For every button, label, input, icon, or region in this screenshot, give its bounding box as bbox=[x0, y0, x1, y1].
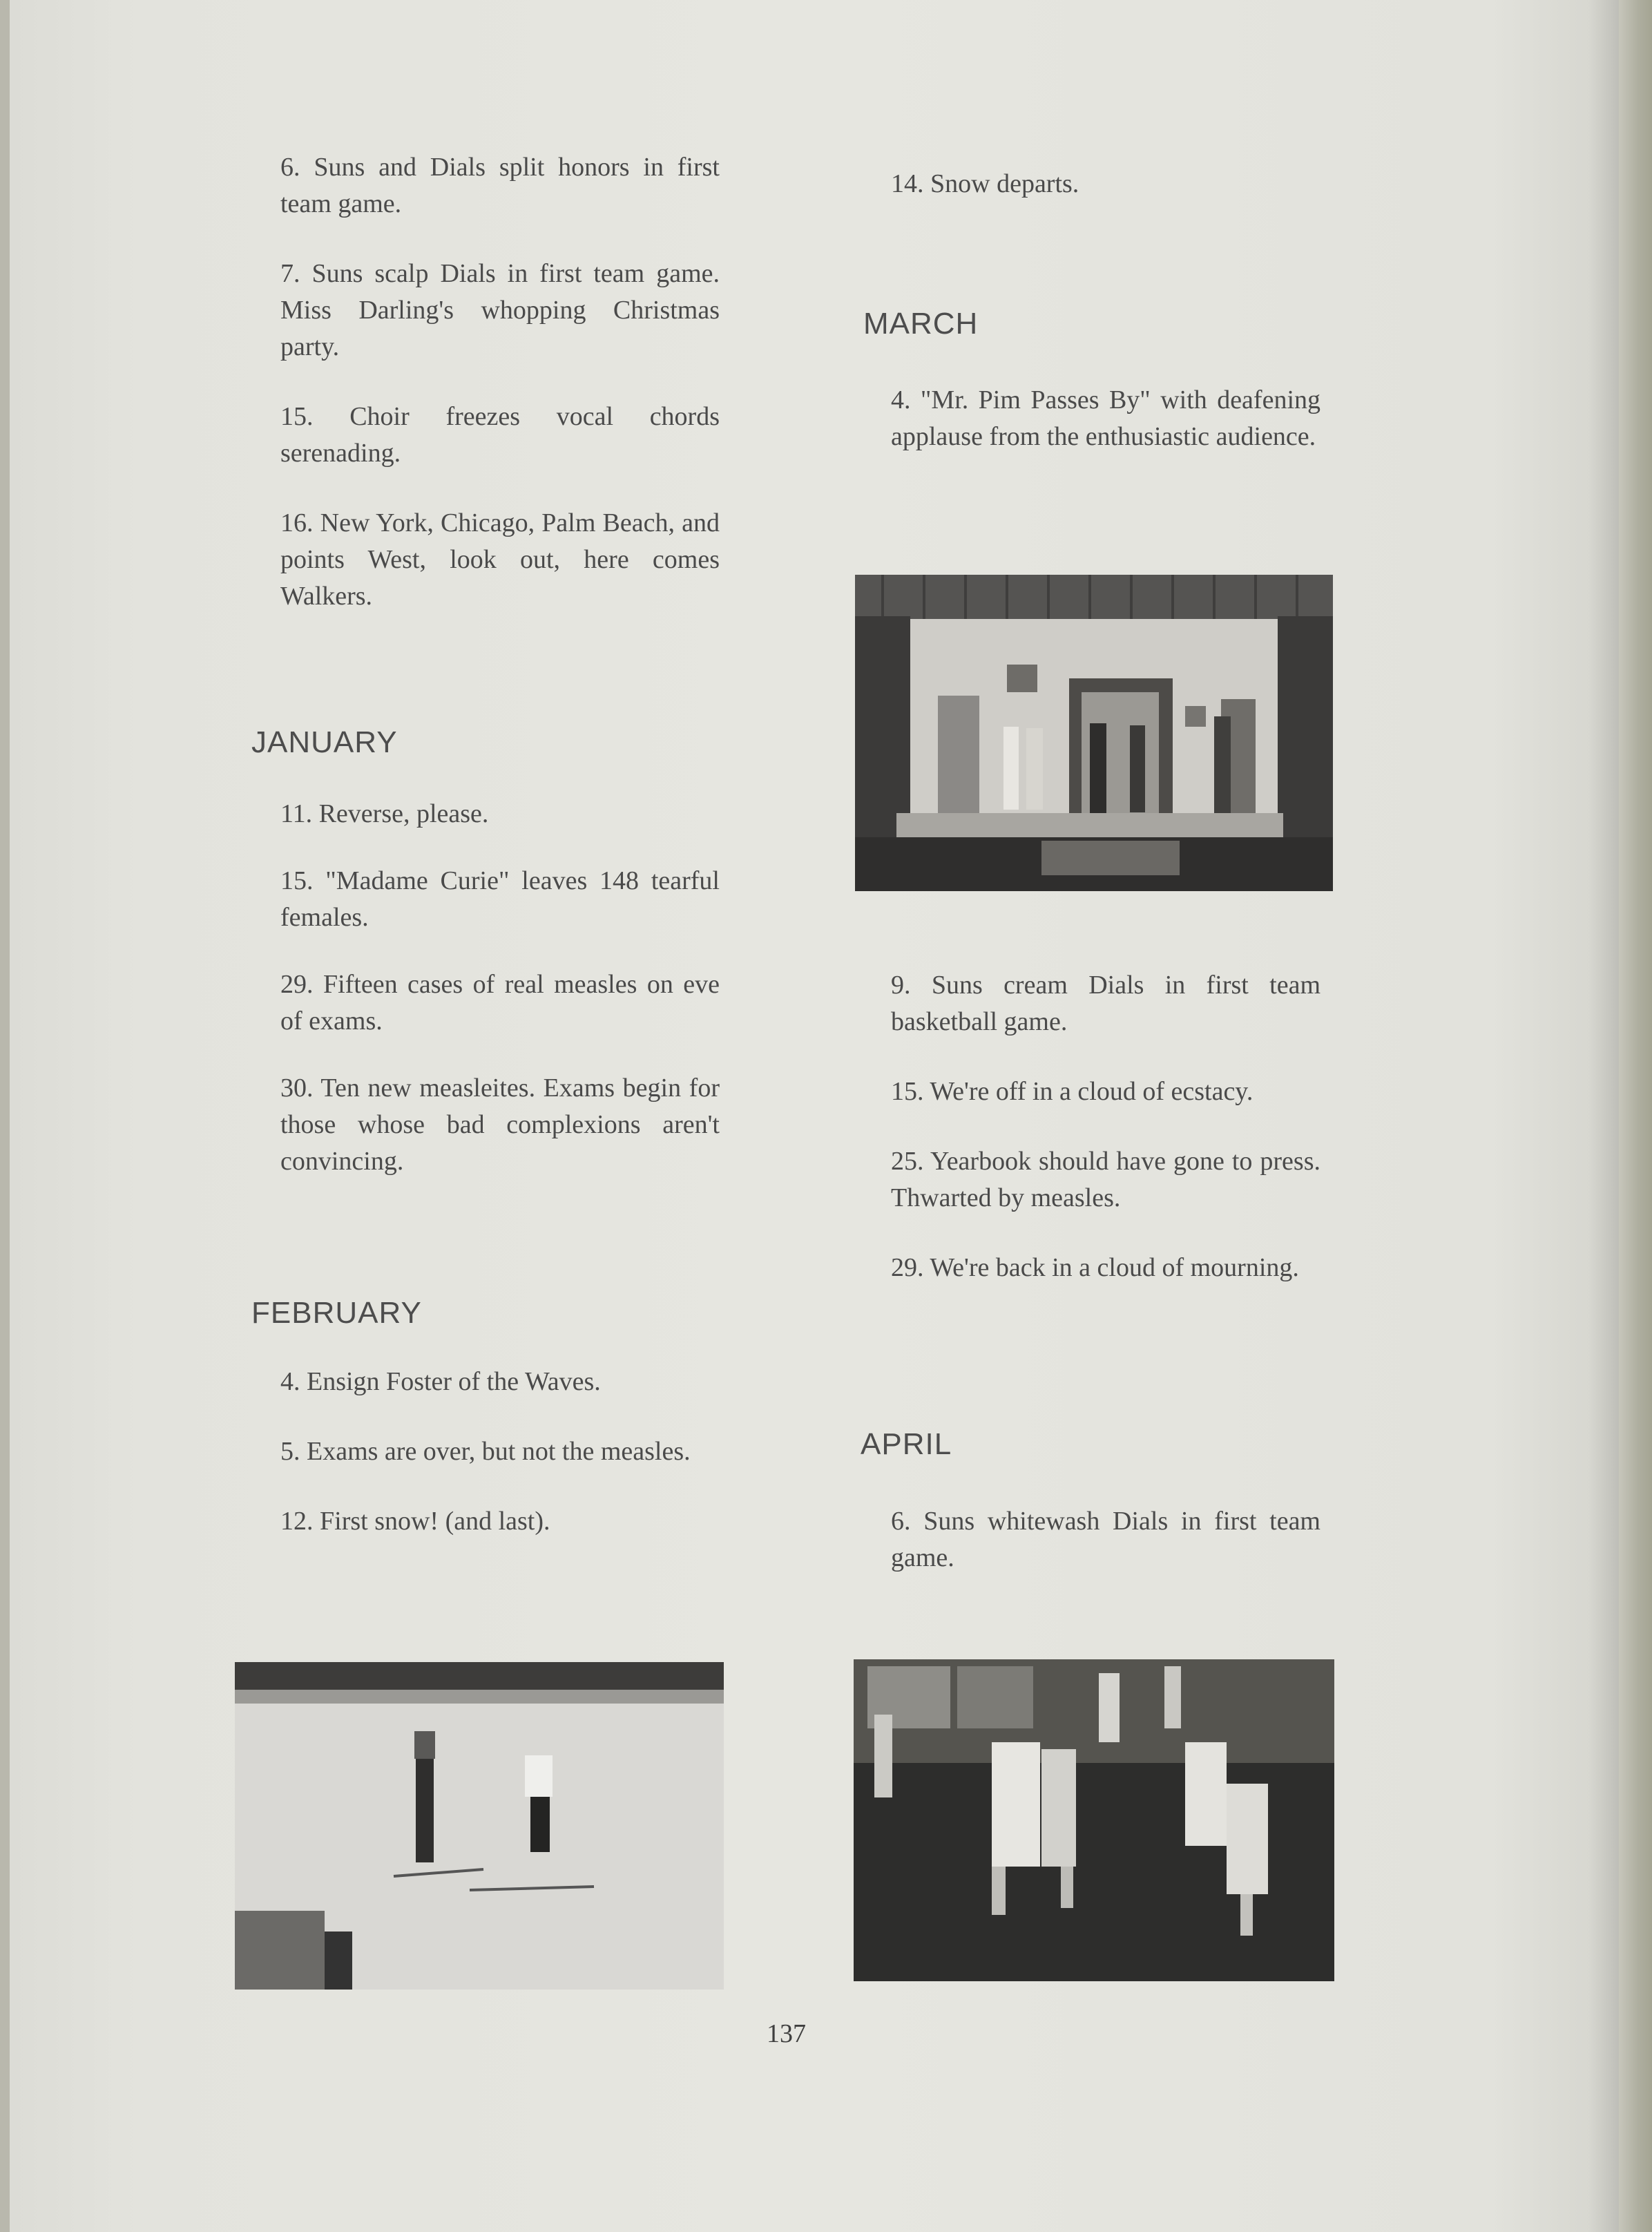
calendar-entry: 12. First snow! (and last). bbox=[280, 1507, 550, 1536]
calendar-entry: 5. Exams are over, but not the measles. bbox=[280, 1437, 691, 1466]
calendar-entry: 4. "Mr. Pim Passes By" with deafening applause from the enthusiastic audience. bbox=[891, 385, 1320, 451]
february-entries bbox=[280, 1364, 720, 1540]
february-continued-entries bbox=[891, 166, 1320, 202]
calendar-entry: 15. Choir freezes vocal chords serenading. bbox=[280, 402, 720, 468]
calendar-entry: 9. Suns cream Dials in first team basketball game. bbox=[891, 971, 1320, 1036]
calendar-entry: 15. "Madame Curie" leaves 148 tearful females. bbox=[280, 866, 720, 932]
month-heading-january: JANUARY bbox=[251, 725, 398, 759]
march-entries-top bbox=[891, 382, 1320, 455]
stage-play-photo bbox=[855, 575, 1333, 891]
april-entries bbox=[891, 1503, 1320, 1576]
calendar-entry: 7. Suns scalp Dials in first team game. Miss Darling's whopping Christmas party. bbox=[280, 259, 720, 361]
december-entries bbox=[280, 149, 720, 615]
calendar-entry: 29. Fifteen cases of real measles on eve of exams. bbox=[280, 970, 720, 1036]
calendar-entry: 11. Reverse, please. bbox=[280, 799, 489, 828]
page-edge bbox=[1619, 0, 1652, 2232]
skiing-photo-drawing bbox=[235, 1662, 724, 1990]
skiing-photo bbox=[235, 1662, 724, 1990]
calendar-entry: 6. Suns whitewash Dials in first team game. bbox=[891, 1507, 1320, 1572]
january-entries bbox=[280, 796, 720, 1180]
month-heading-march: MARCH bbox=[863, 307, 979, 341]
basketball-photo-drawing bbox=[854, 1659, 1334, 1981]
month-heading-february: FEBRUARY bbox=[251, 1296, 422, 1330]
calendar-entry: 25. Yearbook should have gone to press. Thwarted by measles. bbox=[891, 1147, 1320, 1212]
calendar-entry: 4. Ensign Foster of the Waves. bbox=[280, 1367, 601, 1396]
page-gutter-shadow bbox=[1588, 0, 1619, 2232]
calendar-entry: 29. We're back in a cloud of mourning. bbox=[891, 1253, 1299, 1282]
calendar-entry: 15. We're off in a cloud of ecstacy. bbox=[891, 1077, 1254, 1106]
page-number: 137 bbox=[767, 2019, 806, 2048]
calendar-entry: 14. Snow departs. bbox=[891, 169, 1079, 198]
stage-photo-drawing bbox=[855, 575, 1333, 891]
calendar-entry: 16. New York, Chicago, Palm Beach, and points West, look out, here comes Walkers. bbox=[280, 508, 720, 611]
march-entries-bottom bbox=[891, 967, 1320, 1286]
month-heading-april: APRIL bbox=[861, 1427, 952, 1461]
calendar-entry: 30. Ten new measleites. Exams begin for those whose bad complexions aren't convincing. bbox=[280, 1074, 720, 1176]
calendar-entry: 6. Suns and Dials split honors in first team game. bbox=[280, 153, 720, 218]
basketball-photo bbox=[854, 1659, 1334, 1981]
